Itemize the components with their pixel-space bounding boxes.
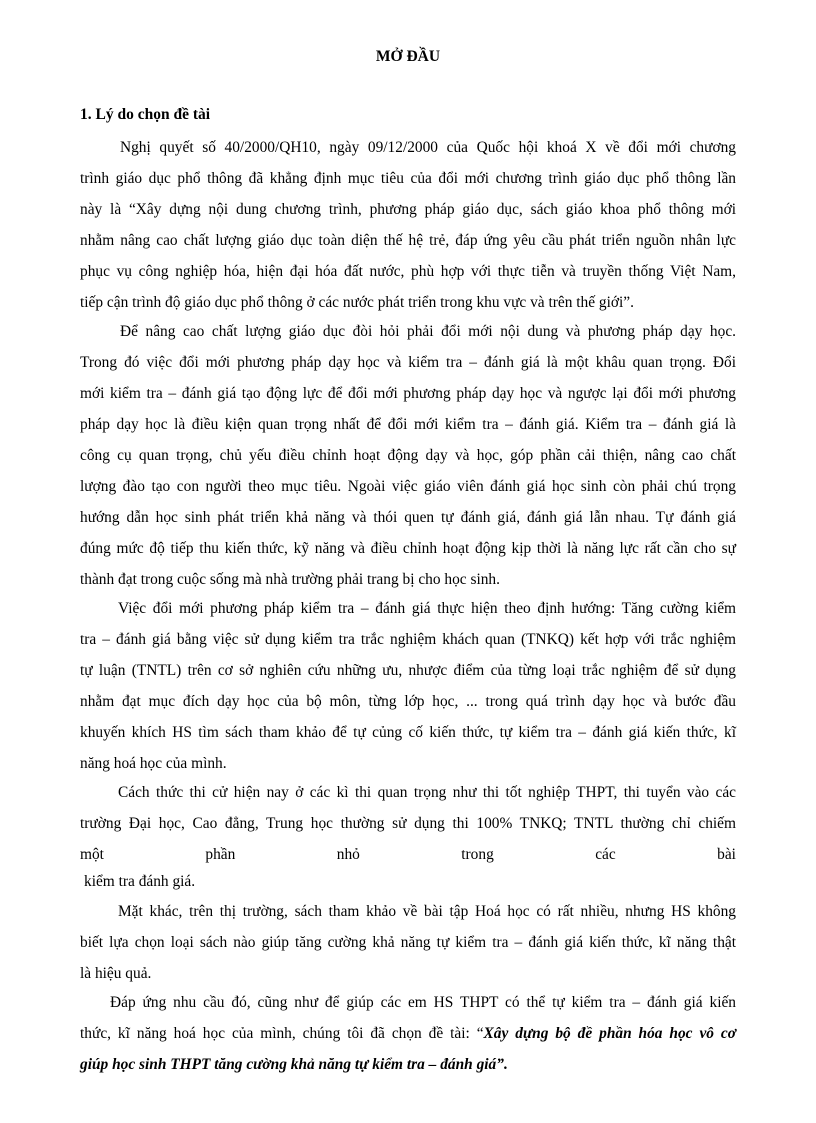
text-line: tự luận (TNTL) trên cơ sở nghiên cứu những ưu, nhược điểm của từng loại trắc nghiệm để sử dụng [80, 662, 736, 679]
word: trong [461, 846, 494, 863]
text-line: nhằm đạt mục đích dạy học của bộ môn, từng lớp học, ... trong quá trình dạy học và bước đầu [80, 693, 736, 710]
text-line: biết lựa chọn loại sách nào giúp tăng cường khả năng tự kiểm tra – đánh giá kiến thức, kĩ năng thật [80, 934, 736, 951]
text-line: nhằm nâng cao chất lượng giáo dục toàn diện thế hệ trẻ, đáp ứng yêu cầu phát triển nguồn nhân lực [80, 232, 736, 249]
text-line: Mặt khác, trên thị trường, sách tham khảo về bài tập Hoá học có rất nhiều, nhưng HS không [118, 903, 736, 920]
text-line: đúng mức độ tiếp thu kiến thức, kỹ năng và điều chỉnh hoạt động kịp thời là năng lực rất cần cho sự [80, 540, 736, 557]
text-line: này là “Xây dựng nội dung chương trình, phương pháp giáo dục, sách giáo khoa phổ thông mới [80, 201, 736, 218]
text-line: trường Đại học, Cao đẳng, Trung học thường sử dụng thi 100% TNKQ; TNTL thường chỉ chiếm [80, 815, 736, 832]
text-line: công cụ quan trọng, chủ yếu điều chỉnh hoạt động dạy và học, góp phần cải thiện, nâng cao chất [80, 447, 736, 464]
text-line: tiếp cận trình độ giáo dục phổ thông ở các nước phát triển trong khu vực và trên thế giới”. [80, 294, 634, 311]
text-line: Cách thức thi cử hiện nay ở các kì thi quan trọng như thi tốt nghiệp THPT, thi tuyển vào các [118, 784, 736, 801]
text-line: Nghị quyết số 40/2000/QH10, ngày 09/12/2000 của Quốc hội khoá X về đổi mới chương [120, 139, 736, 156]
section-heading: 1. Lý do chọn đề tài [80, 106, 211, 123]
text-span: thức, kĩ năng hoá học của mình, chúng tôi đã chọn đề tài: “ [80, 1025, 484, 1042]
spread-text-line [80, 845, 736, 865]
text-line-with-topic [80, 1024, 736, 1044]
text-line: tra – đánh giá bằng việc sử dụng kiểm tra trắc nghiệm khách quan (TNKQ) kết hợp với trắc nghiệm [80, 631, 736, 648]
topic-title-part1: Xây dựng bộ đề phần hóa học vô cơ [483, 1025, 736, 1042]
word: bài [717, 846, 736, 863]
word: các [595, 846, 616, 863]
page-title: MỞ ĐẦU [375, 48, 441, 65]
text-line: Để nâng cao chất lượng giáo dục đòi hỏi phải đổi mới nội dung và phương pháp dạy học. [120, 323, 736, 340]
text-line: pháp dạy học là điều kiện quan trọng nhất để đổi mới kiểm tra – đánh giá. Kiểm tra – đánh giá là [80, 416, 736, 433]
text-line-topic-end [80, 1055, 736, 1075]
closing-quote: ”. [496, 1056, 508, 1073]
text-line: Việc đổi mới phương pháp kiểm tra – đánh giá thực hiện theo định hướng: Tăng cường kiểm [118, 600, 736, 617]
text-line: hướng dẫn học sinh phát triển khả năng và thói quen tự đánh giá, đánh giá lẫn nhau. Tự đánh giá [80, 509, 736, 526]
text-line: kiểm tra đánh giá. [84, 873, 196, 890]
text-line: thành đạt trong cuộc sống mà nhà trường phải trang bị cho học sinh. [80, 571, 500, 588]
word: một [80, 846, 104, 863]
word: phần [205, 846, 236, 863]
text-line: là hiệu quả. [80, 965, 152, 982]
word: nhỏ [336, 846, 360, 863]
text-line: Trong đó việc đổi mới phương pháp dạy học và kiểm tra – đánh giá là một khâu quan trọng. Đổi [80, 354, 736, 371]
text-line: trình giáo dục phổ thông đã khẳng định mục tiêu của đổi mới chương trình giáo dục phổ thông lần [80, 170, 736, 187]
text-line: lượng đào tạo con người theo mục tiêu. Ngoài việc giáo viên đánh giá học sinh còn phải chú trọng [80, 478, 736, 495]
topic-title-part2: giúp học sinh THPT tăng cường khả năng tự kiểm tra – đánh giá [80, 1056, 497, 1073]
text-line: khuyến khích HS tìm sách tham khảo để tự củng cố kiến thức, tự kiểm tra – đánh giá kiến thức, kĩ [80, 724, 736, 741]
text-line: Đáp ứng nhu cầu đó, cũng như để giúp các em HS THPT có thể tự kiểm tra – đánh giá kiến [110, 994, 736, 1011]
text-line: mới kiểm tra – đánh giá tạo động lực để đổi mới phương pháp dạy học và ngược lại đổi mới phương [80, 385, 736, 402]
text-line: phục vụ công nghiệp hóa, hiện đại hóa đất nước, phù hợp với thực tiễn và truyền thống Việt Nam, [80, 263, 736, 280]
text-line: năng hoá học của mình. [80, 755, 227, 772]
